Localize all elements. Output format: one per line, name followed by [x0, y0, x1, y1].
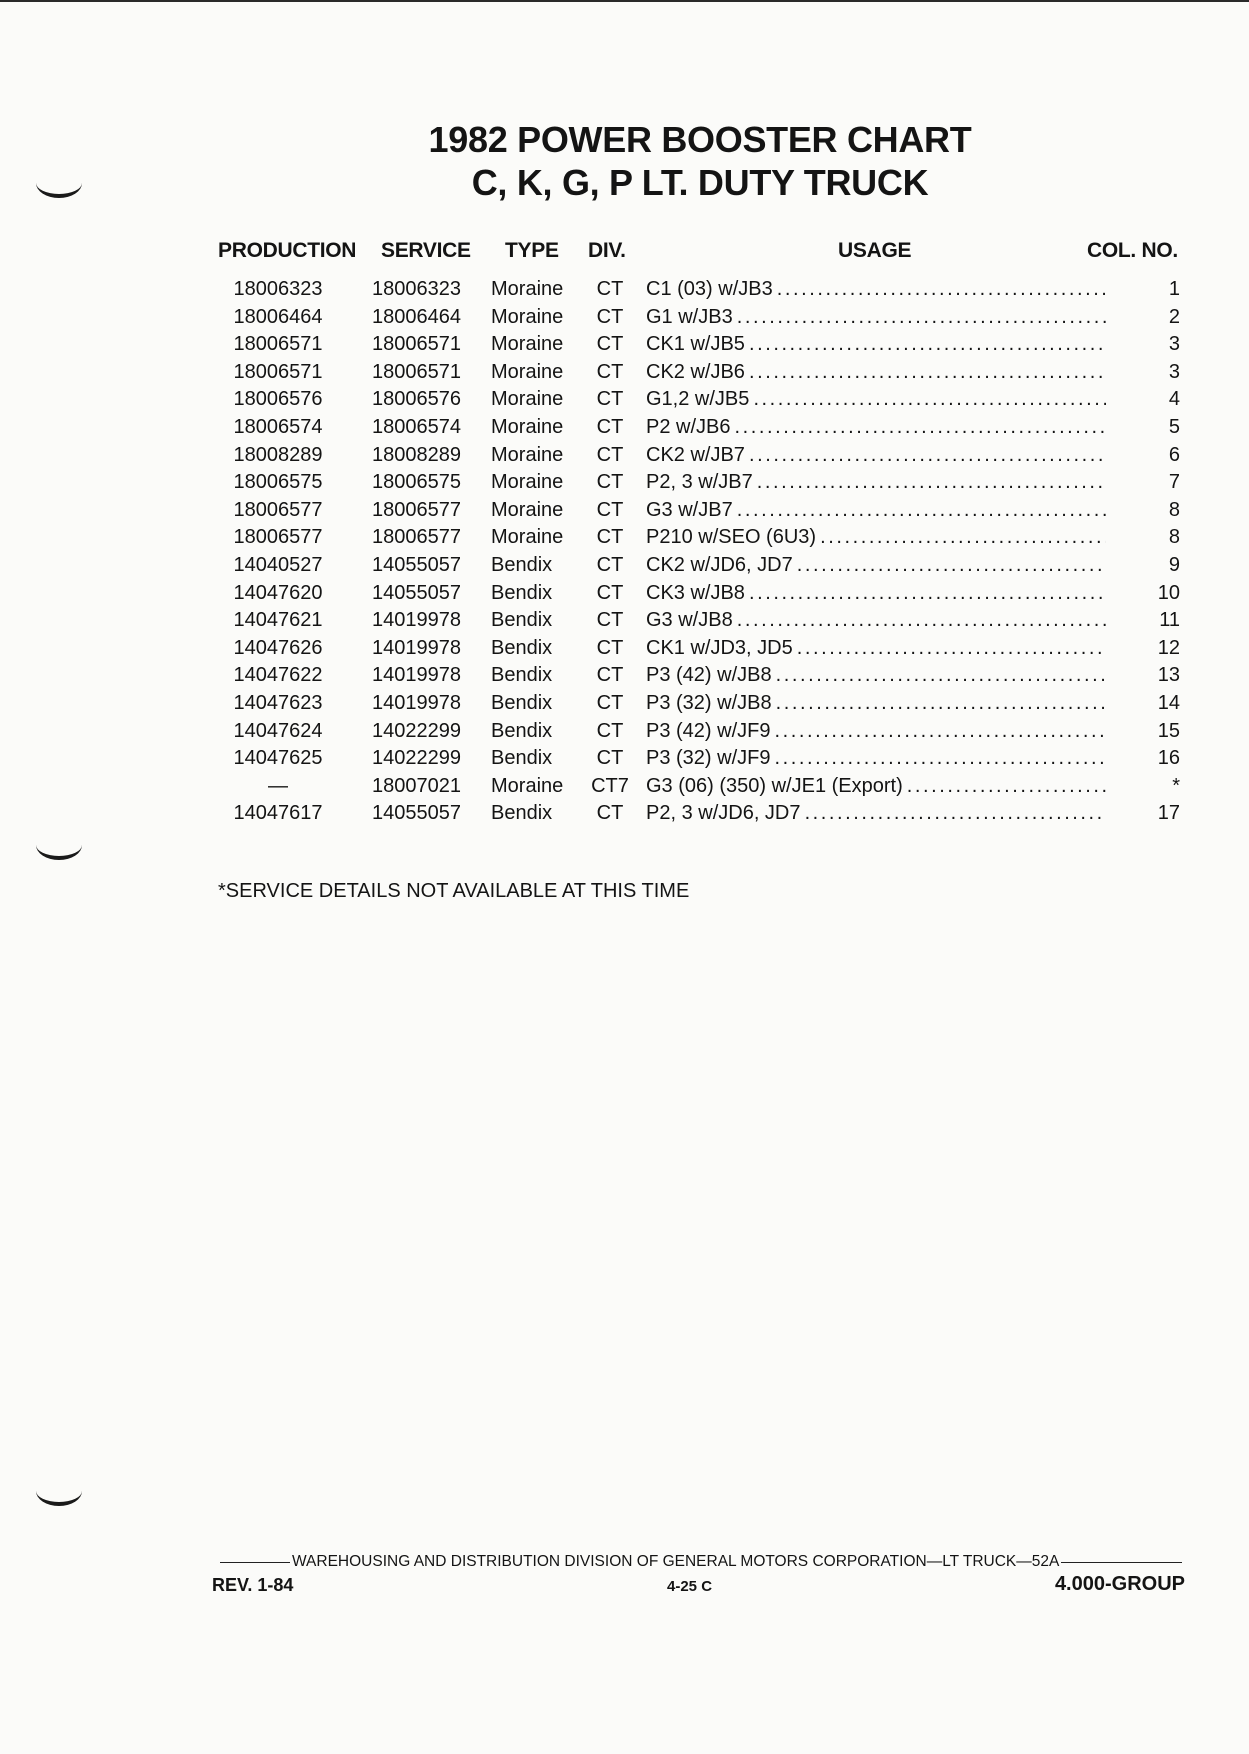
usage-cell: CK2 w/JB7 . . . — [646, 442, 1106, 470]
usage-cell: P2 w/JB6 . . . — [646, 414, 1106, 442]
table-row — [0, 414, 1249, 442]
top-border-rule — [0, 0, 1249, 2]
title-line-1: 1982 POWER BOOSTER CHART — [428, 119, 972, 160]
div-cell: CT — [596, 498, 624, 521]
production-cell: 18006577 — [233, 526, 323, 549]
service-cell: 14019978 — [372, 664, 461, 687]
service-cell: 18007021 — [372, 774, 461, 797]
production-cell: 14047620 — [233, 581, 323, 604]
usage-cell: P3 (42) w/JF9 . . . — [646, 718, 1106, 746]
production-cell: 18008289 — [233, 443, 323, 466]
header-production: PRODUCTION — [218, 239, 357, 262]
service-cell: 18006571 — [372, 360, 461, 383]
booster-table — [0, 276, 1249, 828]
usage-cell: C1 (03) w/JB3 . . . — [646, 276, 1106, 304]
table-row — [0, 635, 1249, 663]
div-cell: CT — [596, 360, 624, 383]
production-cell: 18006571 — [233, 333, 323, 356]
col-no-cell: 14 — [1157, 691, 1180, 714]
binder-hole-mark — [36, 1476, 82, 1506]
col-no-cell: 8 — [1168, 498, 1180, 521]
usage-cell: G3 w/JB7 . . . — [646, 497, 1106, 525]
type-cell: Bendix — [491, 636, 553, 659]
div-cell: CT — [596, 691, 624, 714]
type-cell: Moraine — [491, 774, 564, 797]
usage-cell: CK2 w/JD6, JD7 . . . — [646, 552, 1106, 580]
service-cell: 18006577 — [372, 526, 461, 549]
type-cell: Bendix — [491, 719, 553, 742]
col-no-cell: 11 — [1159, 609, 1180, 632]
header-type: TYPE — [505, 239, 559, 262]
header-usage: USAGE — [838, 239, 912, 262]
type-cell: Bendix — [491, 802, 553, 825]
usage-cell: P2, 3 w/JD6, JD7 . . . — [646, 800, 1106, 828]
production-cell: 14047617 — [233, 802, 323, 825]
type-cell: Moraine — [491, 360, 564, 383]
group-number: 4.000-GROUP — [1054, 1573, 1185, 1595]
usage-cell: P2, 3 w/JB7 . . . — [646, 469, 1106, 497]
col-no-cell: 5 — [1168, 415, 1180, 438]
service-cell: 14019978 — [372, 636, 461, 659]
col-no-cell: 3 — [1168, 360, 1180, 383]
title-line-2: C, K, G, P LT. DUTY TRUCK — [471, 162, 929, 203]
div-cell: CT — [596, 553, 624, 576]
usage-cell: P210 w/SEO (6U3) . . . — [646, 524, 1106, 552]
type-cell: Bendix — [491, 581, 553, 604]
service-cell: 14022299 — [372, 747, 461, 770]
div-cell: CT — [596, 636, 624, 659]
type-cell: Moraine — [491, 278, 564, 300]
production-cell: 14047626 — [233, 636, 323, 659]
usage-cell: G3 (06) (350) w/JE1 (Export) . . . — [646, 773, 1106, 801]
usage-cell: G3 w/JB8 . . . — [646, 607, 1106, 635]
usage-cell: P3 (32) w/JF9 . . . — [646, 745, 1106, 773]
div-cell: CT7 — [591, 774, 629, 797]
col-no-cell: 2 — [1168, 305, 1180, 328]
production-cell: — — [268, 774, 288, 797]
production-cell: 18006571 — [233, 360, 323, 383]
div-cell: CT — [596, 719, 624, 742]
header-div: DIV. — [588, 239, 626, 262]
usage-cell: CK2 w/JB6 . . . — [646, 359, 1106, 387]
div-cell: CT — [596, 388, 624, 411]
service-cell: 18006575 — [372, 471, 461, 494]
binder-hole-mark — [36, 830, 82, 860]
div-cell: CT — [596, 443, 624, 466]
div-cell: CT — [596, 333, 624, 356]
col-no-cell: 6 — [1168, 443, 1180, 466]
type-cell: Moraine — [491, 333, 564, 356]
type-cell: Bendix — [491, 553, 553, 576]
table-row — [0, 580, 1249, 608]
service-cell: 18008289 — [372, 443, 461, 466]
col-no-cell: 10 — [1157, 581, 1180, 604]
usage-cell: CK3 w/JB8 . . . — [646, 580, 1106, 608]
col-no-cell: 16 — [1157, 747, 1180, 770]
col-no-cell: 17 — [1157, 802, 1180, 825]
footnote: *SERVICE DETAILS NOT AVAILABLE AT THIS TIME — [218, 880, 690, 902]
service-cell: 18006577 — [372, 498, 461, 521]
col-no-cell: 12 — [1157, 636, 1180, 659]
type-cell: Bendix — [491, 747, 553, 770]
service-cell: 18006574 — [372, 415, 461, 438]
service-cell: 14055057 — [372, 553, 461, 576]
type-cell: Bendix — [491, 664, 553, 687]
service-cell: 14055057 — [372, 802, 461, 825]
production-cell: 18006323 — [233, 278, 323, 300]
production-cell: 14040527 — [233, 553, 323, 576]
table-row — [0, 276, 1249, 304]
usage-cell: CK1 w/JD3, JD5 . . . — [646, 635, 1106, 663]
type-cell: Moraine — [491, 388, 564, 411]
table-row — [0, 304, 1249, 332]
table-row — [0, 469, 1249, 497]
type-cell: Moraine — [491, 526, 564, 549]
table-row — [0, 524, 1249, 552]
production-cell: 14047623 — [233, 691, 323, 714]
div-cell: CT — [596, 747, 624, 770]
production-cell: 14047625 — [233, 747, 323, 770]
service-cell: 14019978 — [372, 691, 461, 714]
div-cell: CT — [596, 415, 624, 438]
table-row — [0, 497, 1249, 525]
rule-right — [1061, 1562, 1182, 1563]
production-cell: 14047621 — [233, 609, 323, 632]
type-cell: Bendix — [491, 609, 553, 632]
production-cell: 14047624 — [233, 719, 323, 742]
service-cell: 14055057 — [372, 581, 461, 604]
table-row — [0, 386, 1249, 414]
table-row — [0, 442, 1249, 470]
publisher-line — [218, 1553, 1184, 1571]
production-cell: 18006575 — [233, 471, 323, 494]
div-cell: CT — [596, 305, 624, 328]
div-cell: CT — [596, 664, 624, 687]
table-row — [0, 690, 1249, 718]
service-cell: 18006576 — [372, 388, 461, 411]
usage-cell: G1 w/JB3 . . . — [646, 304, 1106, 332]
table-row — [0, 331, 1249, 359]
page-reference: 4-25 C — [667, 1578, 713, 1595]
binder-hole-mark — [36, 168, 82, 198]
type-cell: Moraine — [491, 498, 564, 521]
table-row — [0, 662, 1249, 690]
col-no-cell: 15 — [1157, 719, 1180, 742]
div-cell: CT — [596, 581, 624, 604]
service-cell: 14022299 — [372, 719, 461, 742]
service-cell: 18006571 — [372, 333, 461, 356]
usage-cell: P3 (32) w/JB8 . . . — [646, 690, 1106, 718]
col-no-cell: 4 — [1168, 388, 1180, 411]
table-row — [0, 718, 1249, 746]
revision-label: REV. 1-84 — [212, 1575, 294, 1595]
table-row — [0, 745, 1249, 773]
col-no-cell: 3 — [1168, 333, 1180, 356]
usage-cell: CK1 w/JB5 . . . — [646, 331, 1106, 359]
production-cell: 18006464 — [233, 305, 323, 328]
usage-cell: P3 (42) w/JB8 . . . — [646, 662, 1106, 690]
div-cell: CT — [596, 471, 624, 494]
table-row — [0, 773, 1249, 801]
col-no-cell: 9 — [1168, 553, 1180, 576]
type-cell: Bendix — [491, 691, 553, 714]
col-no-cell: * — [1172, 774, 1180, 797]
header-service: SERVICE — [381, 239, 471, 262]
col-no-cell: 7 — [1168, 471, 1180, 494]
col-no-cell: 1 — [1168, 278, 1180, 300]
type-cell: Moraine — [491, 471, 564, 494]
publisher-text: WAREHOUSING AND DISTRIBUTION DIVISION OF GENERAL MOTORS CORPORATION—LT TRUCK—52A — [292, 1553, 1060, 1570]
table-row — [0, 359, 1249, 387]
table-row — [0, 800, 1249, 828]
page-title — [360, 118, 1040, 204]
service-cell: 18006464 — [372, 305, 461, 328]
service-cell: 14019978 — [372, 609, 461, 632]
table-row — [0, 552, 1249, 580]
usage-cell: G1,2 w/JB5 . . . — [646, 386, 1106, 414]
service-cell: 18006323 — [372, 278, 461, 300]
header-col-no: COL. NO. — [1087, 239, 1178, 262]
production-cell: 14047622 — [233, 664, 323, 687]
div-cell: CT — [596, 526, 624, 549]
production-cell: 18006577 — [233, 498, 323, 521]
rule-left — [220, 1562, 290, 1563]
type-cell: Moraine — [491, 443, 564, 466]
type-cell: Moraine — [491, 305, 564, 328]
div-cell: CT — [596, 802, 624, 825]
type-cell: Moraine — [491, 415, 564, 438]
production-cell: 18006576 — [233, 388, 323, 411]
production-cell: 18006574 — [233, 415, 323, 438]
div-cell: CT — [596, 278, 624, 300]
col-no-cell: 8 — [1168, 526, 1180, 549]
col-no-cell: 13 — [1157, 664, 1180, 687]
table-row — [0, 607, 1249, 635]
div-cell: CT — [596, 609, 624, 632]
